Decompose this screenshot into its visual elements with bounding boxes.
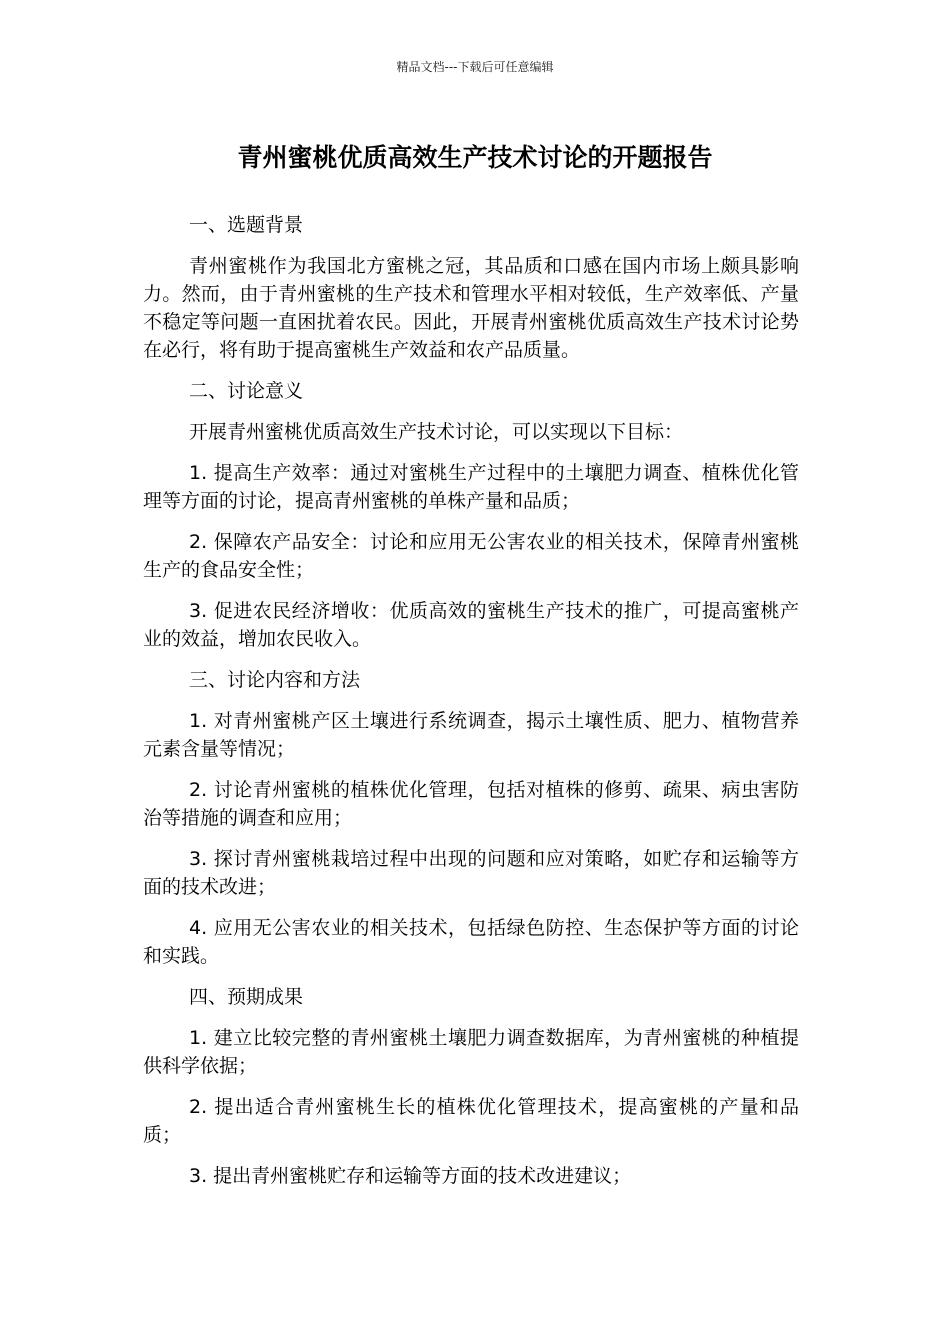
- paragraph-significance-intro: 开展青州蜜桃优质高效生产技术讨论，可以实现以下目标：: [189, 421, 684, 443]
- paragraph-background: 青州蜜桃作为我国北方蜜桃之冠，其品质和口感在国内市场上颇具影响力。然而，由于青州蜜桃的生产技术和管理水平相对较低，生产效率低、产量不稳定等问题一直困扰着农民。因此，开展青州蜜桃优质高效生产技术讨论势在必行，将有助于提高蜜桃生产效益和农产品质量。: [143, 255, 799, 361]
- section-heading-background: 一、选题背景: [189, 214, 304, 236]
- section-heading-content-methods: 三、讨论内容和方法: [189, 669, 361, 691]
- list-item: 2. 保障农产品安全：讨论和应用无公害农业的相关技术，保障青州蜜桃生产的食品安全性；: [143, 531, 799, 581]
- list-item: 1. 对青州蜜桃产区土壤进行系统调查，揭示土壤性质、肥力、植物营养元素含量等情况；: [143, 710, 799, 760]
- section-heading-expected-results: 四、预期成果: [189, 986, 304, 1008]
- section-heading-significance: 二、讨论意义: [189, 380, 304, 402]
- list-item: 1. 提高生产效率：通过对蜜桃生产过程中的土壤肥力调查、植株优化管理等方面的讨论，提高青州蜜桃的单株产量和品质；: [143, 462, 799, 512]
- document-body: [143, 211, 799, 1203]
- page-header: 精品文档---下载后可任意编辑: [396, 60, 554, 74]
- list-item: 2. 讨论青州蜜桃的植株优化管理，包括对植株的修剪、疏果、病虫害防治等措施的调查和应用；: [143, 779, 799, 829]
- list-item: 4. 应用无公害农业的相关技术，包括绿色防控、生态保护等方面的讨论和实践。: [143, 917, 799, 967]
- list-item: 3. 提出青州蜜桃贮存和运输等方面的技术改进建议；: [189, 1165, 632, 1187]
- list-item: 1. 建立比较完整的青州蜜桃土壤肥力调查数据库，为青州蜜桃的种植提供科学依据；: [143, 1027, 799, 1077]
- list-item: 3. 探讨青州蜜桃栽培过程中出现的问题和应对策略，如贮存和运输等方面的技术改进；: [143, 848, 799, 898]
- list-item: 3. 促进农民经济增收：优质高效的蜜桃生产技术的推广，可提高蜜桃产业的效益，增加农民收入。: [143, 600, 799, 650]
- document-title: 青州蜜桃优质高效生产技术讨论的开题报告: [237, 143, 713, 172]
- list-item: 2. 提出适合青州蜜桃生长的植株优化管理技术，提高蜜桃的产量和品质；: [143, 1096, 799, 1146]
